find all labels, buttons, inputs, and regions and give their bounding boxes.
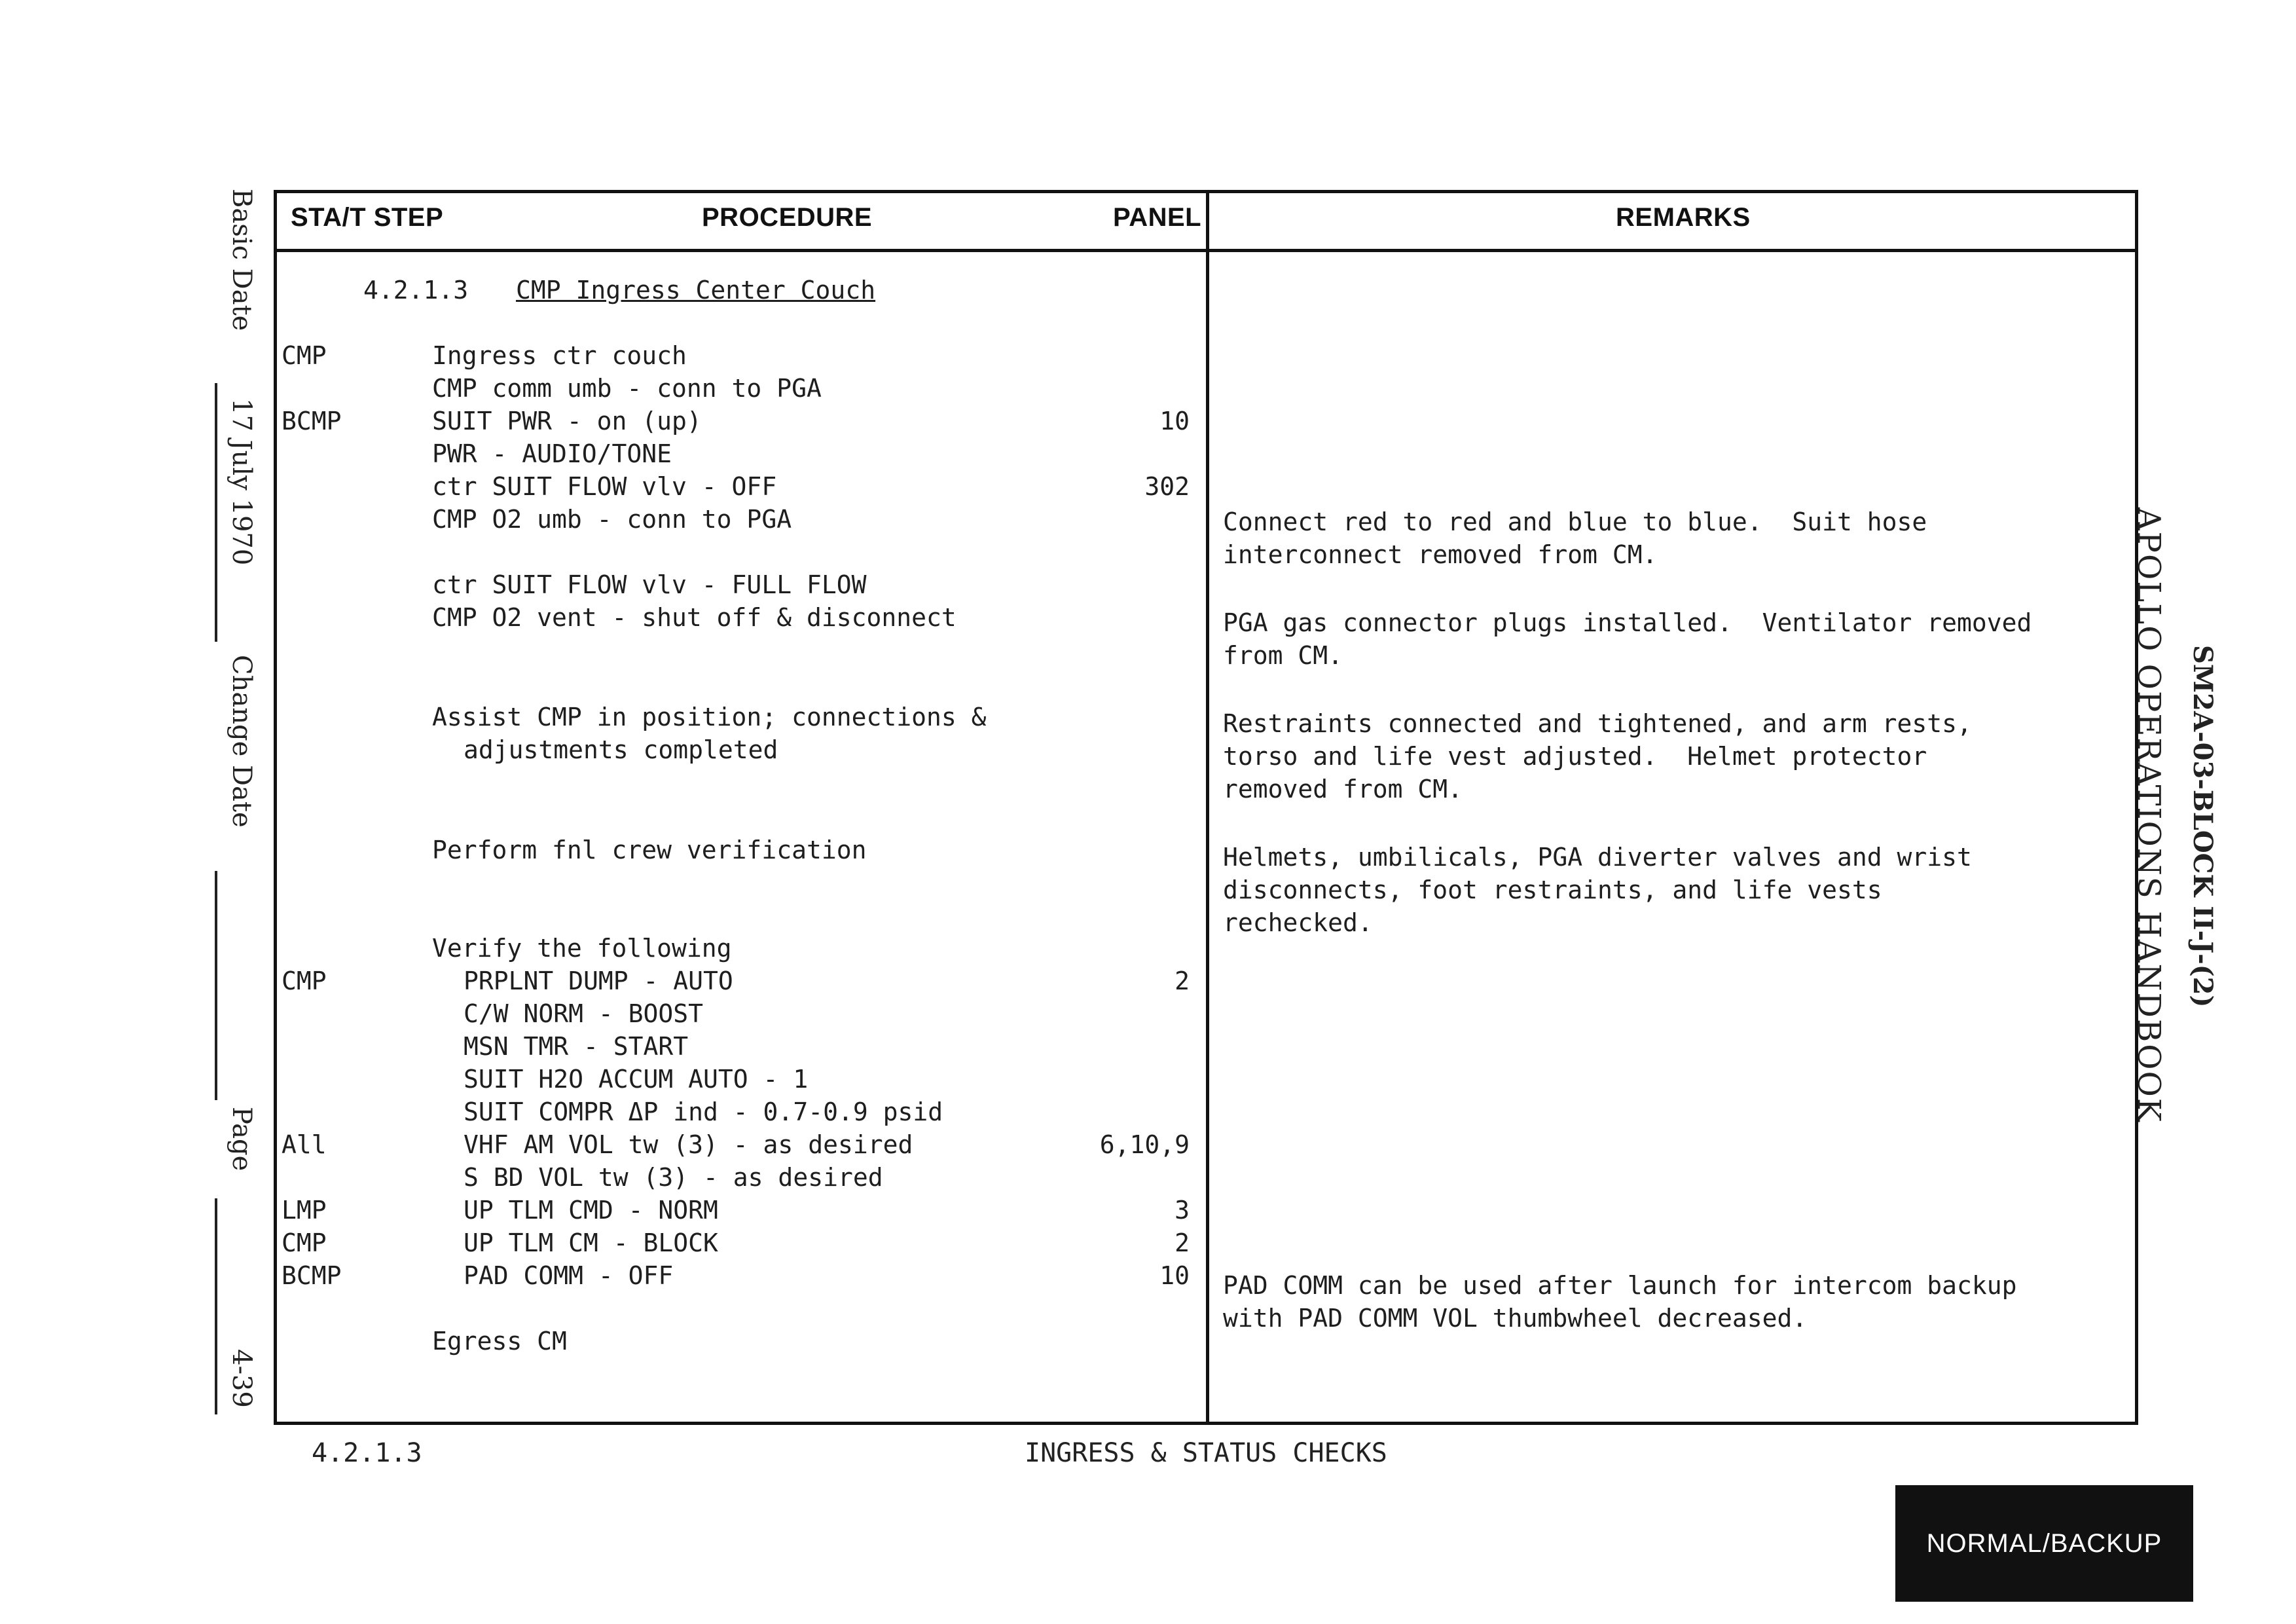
remark-line: PAD COMM can be used after launch for intercom backup — [1223, 1271, 2017, 1300]
row-station: CMP — [282, 1228, 327, 1257]
row-procedure: PAD COMM - OFF — [464, 1261, 674, 1290]
row-procedure: Ingress ctr couch — [432, 341, 687, 370]
row-procedure: C/W NORM - BOOST — [464, 999, 704, 1028]
row-panel: 302 — [1144, 472, 1190, 501]
header-sta-step: STA/T STEP — [291, 203, 444, 232]
basic-date-label: Basic Date — [227, 189, 257, 331]
remark-line: Connect red to red and blue to blue. Suit hose — [1223, 507, 1927, 536]
row-procedure: SUIT H2O ACCUM AUTO - 1 — [464, 1065, 809, 1094]
header-remarks: REMARKS — [1616, 203, 1751, 232]
row-procedure: Perform fnl crew verification — [432, 836, 867, 864]
row-procedure: CMP O2 umb - conn to PGA — [432, 505, 792, 534]
page-number: 4-39 — [227, 1349, 257, 1408]
footer-section-number: 4.2.1.3 — [312, 1438, 422, 1468]
remark-line: interconnect removed from CM. — [1223, 540, 1658, 569]
remark-line: disconnects, foot restraints, and life vests — [1223, 876, 1882, 904]
row-procedure: PRPLNT DUMP - AUTO — [464, 967, 733, 995]
change-date-label: Change Date — [227, 655, 257, 828]
row-procedure: ctr SUIT FLOW vlv - FULL FLOW — [432, 570, 867, 599]
document-id: SM2A-03-BLOCK II-J-(2) — [2187, 645, 2218, 1008]
row-station: All — [282, 1130, 327, 1159]
row-procedure: CMP O2 vent - shut off & disconnect — [432, 603, 957, 632]
section-number: 4.2.1.3 — [363, 276, 469, 304]
row-procedure: S BD VOL tw (3) - as desired — [464, 1163, 883, 1192]
row-panel: 10 — [1159, 1261, 1190, 1290]
basic-date-value: 17 July 1970 — [227, 398, 257, 566]
row-procedure: Verify the following — [432, 934, 732, 963]
row-panel: 2 — [1175, 967, 1190, 995]
row-station: BCMP — [282, 1261, 342, 1290]
remark-line: removed from CM. — [1223, 775, 1463, 803]
remark-line: PGA gas connector plugs installed. Ventilator removed — [1223, 608, 2032, 637]
row-procedure: ctr SUIT FLOW vlv - OFF — [432, 472, 777, 501]
section-title: CMP Ingress Center Couch — [516, 276, 876, 304]
row-procedure: Egress CM — [432, 1327, 567, 1356]
row-procedure: VHF AM VOL tw (3) - as desired — [464, 1130, 913, 1159]
change-date-rule — [215, 871, 217, 1100]
row-station: CMP — [282, 967, 327, 995]
row-procedure: SUIT COMPR ΔP ind - 0.7-0.9 psid — [464, 1098, 943, 1126]
remark-line: rechecked. — [1223, 908, 1373, 937]
remark-line: Helmets, umbilicals, PGA diverter valves and wrist — [1223, 843, 1972, 872]
row-procedure: CMP comm umb - conn to PGA — [432, 374, 822, 403]
row-station: CMP — [282, 341, 327, 370]
row-procedure: PWR - AUDIO/TONE — [432, 439, 672, 468]
row-procedure: SUIT PWR - on (up) — [432, 407, 702, 435]
row-panel: 2 — [1175, 1228, 1190, 1257]
remark-line: from CM. — [1223, 641, 1343, 670]
row-procedure: adjustments completed — [464, 735, 778, 764]
row-procedure: UP TLM CM - BLOCK — [464, 1228, 718, 1257]
header-rule — [274, 249, 2138, 252]
column-divider — [1206, 190, 1209, 1425]
page-label: Page — [227, 1107, 257, 1172]
basic-date-rule — [215, 383, 217, 642]
header-panel: PANEL — [1113, 203, 1202, 232]
page-rule — [215, 1198, 217, 1414]
footer-title: INGRESS & STATUS CHECKS — [1025, 1438, 1387, 1468]
header-procedure: PROCEDURE — [702, 203, 873, 232]
badge-label: NORMAL/BACKUP — [1926, 1529, 2162, 1558]
row-procedure: Assist CMP in position; connections & — [432, 703, 987, 731]
row-panel: 10 — [1159, 407, 1190, 435]
row-panel: 3 — [1175, 1196, 1190, 1225]
row-procedure: UP TLM CMD - NORM — [464, 1196, 718, 1225]
row-panel: 6,10,9 — [1099, 1130, 1190, 1159]
row-procedure: MSN TMR - START — [464, 1032, 689, 1061]
remark-line: torso and life vest adjusted. Helmet protector — [1223, 742, 1927, 771]
normal-backup-badge — [1895, 1485, 2193, 1602]
row-station: BCMP — [282, 407, 342, 435]
remark-line: with PAD COMM VOL thumbwheel decreased. — [1223, 1304, 1808, 1333]
remark-line: Restraints connected and tightened, and arm rests, — [1223, 709, 1972, 738]
handbook-title: APOLLO OPERATIONS HANDBOOK — [2130, 507, 2167, 1123]
row-station: LMP — [282, 1196, 327, 1225]
